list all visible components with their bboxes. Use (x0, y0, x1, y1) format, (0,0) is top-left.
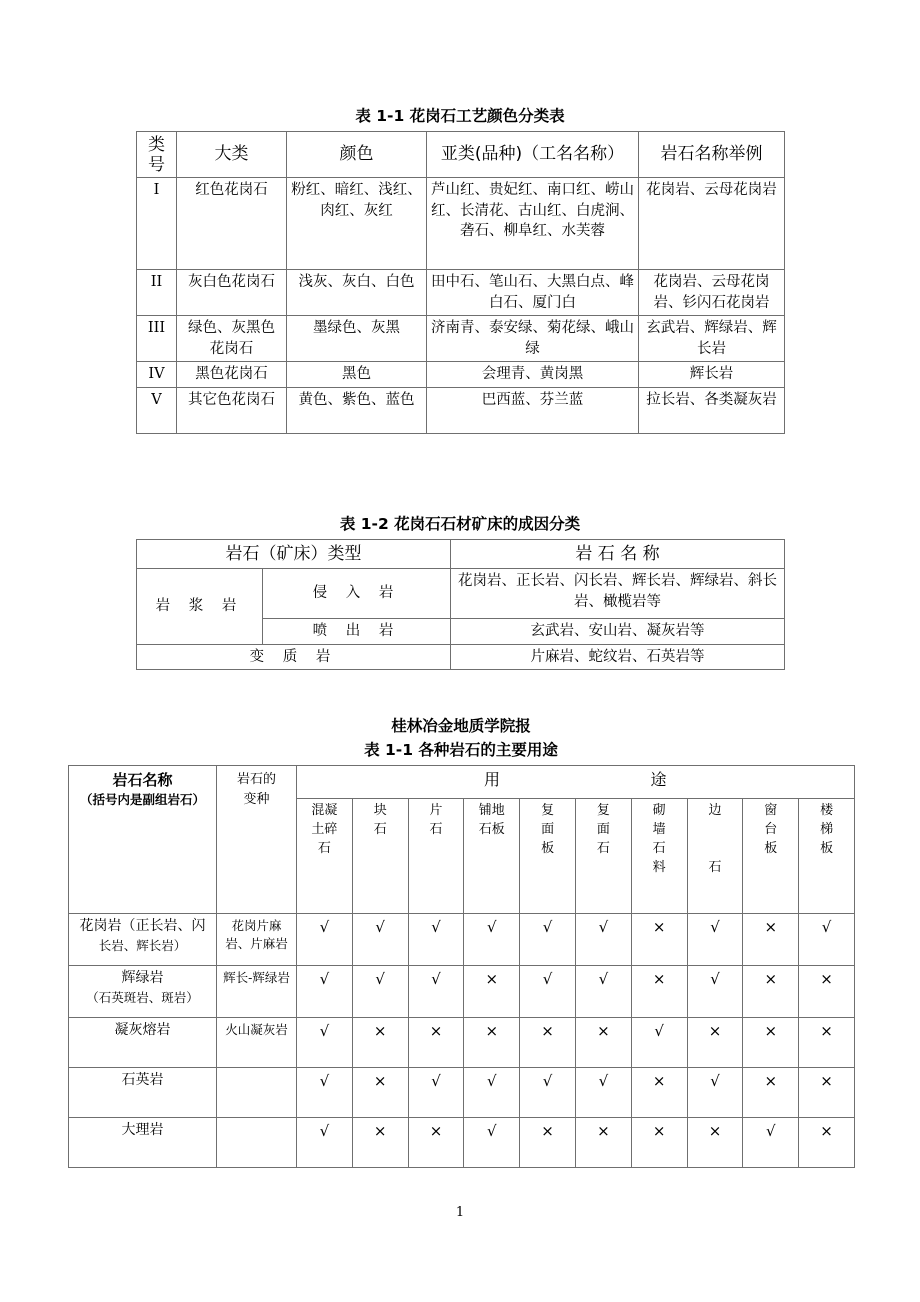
table1-col-header-num (137, 132, 177, 178)
table3-usecol-header-facing-stone (575, 799, 631, 914)
table1-cell-num: II (137, 270, 177, 316)
table2-cell-extrusive-label: 喷 出 岩 (263, 619, 451, 645)
table3-cell-mark: × (575, 1118, 631, 1168)
table3-cell-mark: √ (575, 966, 631, 1018)
line: 铺地 (478, 803, 505, 818)
table1-cell-major: 红色花岗石 (177, 178, 287, 270)
table1-cell-color: 粉红、暗红、浅红、肉红、灰红 (287, 178, 427, 270)
table3-cell-mark: √ (297, 914, 353, 966)
table3-cell-mark: √ (297, 966, 353, 1018)
usage-char-2: 途 (650, 770, 668, 789)
table3-cell-mark: √ (631, 1018, 687, 1068)
table1-cell-num: IV (137, 362, 177, 388)
rockname-line2: （括号内是副组岩石） (79, 792, 205, 808)
line: 石板 (478, 821, 505, 837)
table3-cell-variant (217, 1068, 297, 1118)
line: 石 (708, 859, 722, 875)
line: 砌 (652, 803, 666, 818)
line: 料 (652, 859, 666, 875)
table3-cell-mark: × (575, 1018, 631, 1068)
header-num-line2: 号 (148, 154, 165, 175)
table-row (137, 316, 785, 362)
table-row (137, 644, 785, 670)
line: 面 (541, 821, 555, 837)
line: 板 (541, 840, 555, 856)
table2-cell-group-magmatic: 岩 浆 岩 (137, 569, 263, 645)
table-row (69, 914, 855, 966)
line: 复 (541, 803, 555, 818)
rockname-main: 凝灰熔岩 (114, 1022, 171, 1038)
table3-usecol-header-paving-slab (464, 799, 520, 914)
line: 石 (596, 840, 610, 856)
table3-cell-mark: × (408, 1018, 464, 1068)
table3-col-header-rockname (69, 766, 217, 914)
table3-usecol-header-curb-stone (687, 799, 743, 914)
table2-cell-metamorphic-label: 变 质 岩 (137, 644, 451, 670)
table3-cell-mark: × (687, 1118, 743, 1168)
table1-cell-num: I (137, 178, 177, 270)
table1-cell-color: 浅灰、灰白、白色 (287, 270, 427, 316)
table3-cell-mark: √ (799, 914, 855, 966)
table-row (137, 362, 785, 388)
table3-cell-mark: √ (464, 914, 520, 966)
table-row (137, 387, 785, 433)
table3-usecol-header-flake-stone (408, 799, 464, 914)
table3-cell-mark: √ (687, 1068, 743, 1118)
table3-cell-mark: √ (520, 914, 576, 966)
table2-header-row (137, 540, 785, 569)
table2-cell-intrusive-value: 花岗岩、正长岩、闪长岩、辉长岩、辉绿岩、斜长岩、橄榄岩等 (451, 569, 785, 619)
table1-cell-subtype: 济南青、泰安绿、菊花绿、峨山绿 (427, 316, 639, 362)
table-row (69, 1068, 855, 1118)
line: 边 (708, 803, 722, 818)
table3-block (68, 714, 854, 1168)
table1-caption: 表 1-1 花岗石工艺颜色分类表 (355, 107, 565, 125)
table1-cell-example: 玄武岩、辉绿岩、辉长岩 (639, 316, 785, 362)
table1-cell-example: 辉长岩 (639, 362, 785, 388)
table3-cell-variant: 辉长-辉绿岩 (217, 966, 297, 1018)
table-row (137, 270, 785, 316)
table3-cell-mark: √ (408, 1068, 464, 1118)
table3-cell-rockname (69, 1118, 217, 1168)
table3-cell-mark: × (743, 1018, 799, 1068)
table1-cell-major: 其它色花岗石 (177, 387, 287, 433)
table1-cell-subtype: 巴西蓝、芬兰蓝 (427, 387, 639, 433)
table-row (69, 966, 855, 1018)
table2-cell-extrusive-value: 玄武岩、安山岩、凝灰岩等 (451, 619, 785, 645)
table3-cell-mark: √ (297, 1018, 353, 1068)
line: 板 (764, 840, 778, 856)
table1-cell-example: 花岗岩、云母花岗岩、钐闪石花岗岩 (639, 270, 785, 316)
line-blank (691, 840, 740, 859)
table3-usecol-header-window-sill (743, 799, 799, 914)
table3-cell-mark: √ (575, 1068, 631, 1118)
table1-cell-example: 花岗岩、云母花岗岩 (639, 178, 785, 270)
table-row (69, 1118, 855, 1168)
table1-cell-color: 黄色、紫色、蓝色 (287, 387, 427, 433)
table2-cell-intrusive-label: 侵 入 岩 (263, 569, 451, 619)
table3-cell-mark: × (631, 914, 687, 966)
line-blank (691, 821, 740, 840)
table1-col-header-example: 岩石名称举例 (639, 132, 785, 178)
table1-cell-subtype: 会理青、黄岗黑 (427, 362, 639, 388)
table3-cell-rockname (69, 966, 217, 1018)
granite-color-classification-table (136, 131, 785, 434)
table1-cell-color: 墨绿色、灰黑 (287, 316, 427, 362)
table3-usecol-header-stair-tread (799, 799, 855, 914)
rockname-main: 石英岩 (121, 1072, 164, 1088)
line: 土碎 (311, 821, 338, 837)
table-row (69, 1018, 855, 1068)
table3-cell-mark: × (464, 966, 520, 1018)
table3-cell-mark: × (631, 1118, 687, 1168)
line: 墙 (652, 821, 666, 837)
table1-cell-major: 绿色、灰黑色花岗石 (177, 316, 287, 362)
line: 梯 (820, 821, 834, 837)
table3-usecol-header-concrete-gravel (297, 799, 353, 914)
line: 台 (764, 821, 778, 837)
header-num-line1: 类 (148, 135, 165, 155)
table3-cell-mark: √ (352, 914, 408, 966)
table3-header-row-top (69, 766, 855, 799)
table3-cell-mark: × (352, 1118, 408, 1168)
table3-cell-mark: √ (520, 966, 576, 1018)
table3-cell-mark: √ (520, 1068, 576, 1118)
table3-cell-mark: × (799, 1068, 855, 1118)
table3-col-header-usage-group (297, 766, 855, 799)
table3-cell-mark: × (799, 966, 855, 1018)
table1-cell-subtype: 芦山红、贵妃红、南口红、崂山红、长清花、古山红、白虎涧、砻石、柳阜红、水芙蓉 (427, 178, 639, 270)
table1-cell-num: V (137, 387, 177, 433)
table1-col-header-color: 颜色 (287, 132, 427, 178)
table3-cell-mark: × (799, 1018, 855, 1068)
rockname-main: 辉绿岩 (121, 970, 164, 986)
rockname-line1: 岩石名称 (112, 771, 173, 789)
table3-cell-mark: √ (464, 1118, 520, 1168)
table1-cell-example: 拉长岩、各类凝灰岩 (639, 387, 785, 433)
table1-cell-major: 灰白色花岗石 (177, 270, 287, 316)
table1-col-header-major: 大类 (177, 132, 287, 178)
table2-cell-metamorphic-value: 片麻岩、蛇纹岩、石英岩等 (451, 644, 785, 670)
line: 石 (317, 840, 331, 856)
usage-char-1: 用 (483, 770, 501, 789)
table3-cell-mark: × (687, 1018, 743, 1068)
table3-cell-mark: × (743, 966, 799, 1018)
table3-cell-mark: × (743, 1068, 799, 1118)
line: 石 (429, 821, 443, 837)
table3-cell-mark: √ (687, 966, 743, 1018)
table3-cell-mark: √ (687, 914, 743, 966)
table3-cell-mark: √ (575, 914, 631, 966)
table3-col-header-variant (217, 766, 297, 914)
table3-cell-variant: 火山凝灰岩 (217, 1018, 297, 1068)
table3-cell-mark: √ (297, 1068, 353, 1118)
journal-name: 桂林冶金地质学院报 (391, 717, 531, 735)
table3-cell-mark: × (352, 1018, 408, 1068)
table-row (137, 178, 785, 270)
line: 板 (820, 840, 834, 856)
table3-cell-variant: 花岗片麻岩、片麻岩 (217, 914, 297, 966)
table3-cell-mark: × (464, 1018, 520, 1068)
table1-col-header-subtype: 亚类(品种)（工名名称） (427, 132, 639, 178)
table1-block (136, 104, 784, 434)
table3-cell-mark: √ (408, 914, 464, 966)
table3-cell-mark: √ (464, 1068, 520, 1118)
rockname-main: 大理岩 (121, 1122, 164, 1138)
table2-block (136, 512, 784, 670)
rockname-main: 花岗岩（正长岩、闪 (79, 918, 206, 934)
line: 石 (652, 840, 666, 856)
line: 块 (373, 803, 387, 818)
table3-cell-mark: √ (297, 1118, 353, 1168)
line: 面 (596, 821, 610, 837)
table3-cell-mark: × (520, 1018, 576, 1068)
table3-cell-mark: × (520, 1118, 576, 1168)
table3-cell-mark: × (631, 966, 687, 1018)
table1-header-row (137, 132, 785, 178)
table3-cell-mark: √ (408, 966, 464, 1018)
table3-usecol-header-wall-masonry (631, 799, 687, 914)
line: 片 (429, 803, 443, 818)
table-row (137, 569, 785, 619)
variant-line1: 岩石的 (236, 772, 276, 787)
table2-col-header-type: 岩石（矿床）类型 (137, 540, 451, 569)
line: 混凝 (311, 803, 338, 818)
line: 楼 (820, 803, 834, 818)
line: 复 (596, 803, 610, 818)
line: 窗 (764, 803, 778, 818)
table3-cell-rockname (69, 1068, 217, 1118)
table3-usecol-header-block-stone (352, 799, 408, 914)
table1-cell-num: III (137, 316, 177, 362)
table3-caption: 表 1-1 各种岩石的主要用途 (364, 741, 558, 759)
line: 石 (373, 821, 387, 837)
rockname-sub: （石英斑岩、斑岩） (86, 989, 199, 1005)
table3-usecol-header-facing-board (520, 799, 576, 914)
table3-cell-mark: × (352, 1068, 408, 1118)
table2-col-header-name: 岩 石 名 称 (451, 540, 785, 569)
variant-line2: 变种 (243, 791, 270, 807)
granite-deposit-genesis-table (136, 539, 785, 670)
table3-cell-mark: × (408, 1118, 464, 1168)
page-number: 1 (455, 1205, 465, 1220)
table3-cell-variant (217, 1118, 297, 1168)
table3-cell-mark: √ (352, 966, 408, 1018)
rock-usage-table (68, 765, 855, 1168)
table1-cell-subtype: 田中石、笔山石、大黑白点、峰白石、厦门白 (427, 270, 639, 316)
table1-cell-major: 黑色花岗石 (177, 362, 287, 388)
table3-cell-rockname (69, 914, 217, 966)
table3-cell-mark: × (799, 1118, 855, 1168)
table3-cell-mark: × (743, 914, 799, 966)
rockname-sub: 长岩、辉长岩） (98, 937, 187, 953)
table3-cell-mark: × (631, 1068, 687, 1118)
table3-cell-mark: √ (743, 1118, 799, 1168)
table3-cell-rockname (69, 1018, 217, 1068)
table1-cell-color: 黑色 (287, 362, 427, 388)
table2-caption: 表 1-2 花岗石石材矿床的成因分类 (339, 515, 581, 533)
